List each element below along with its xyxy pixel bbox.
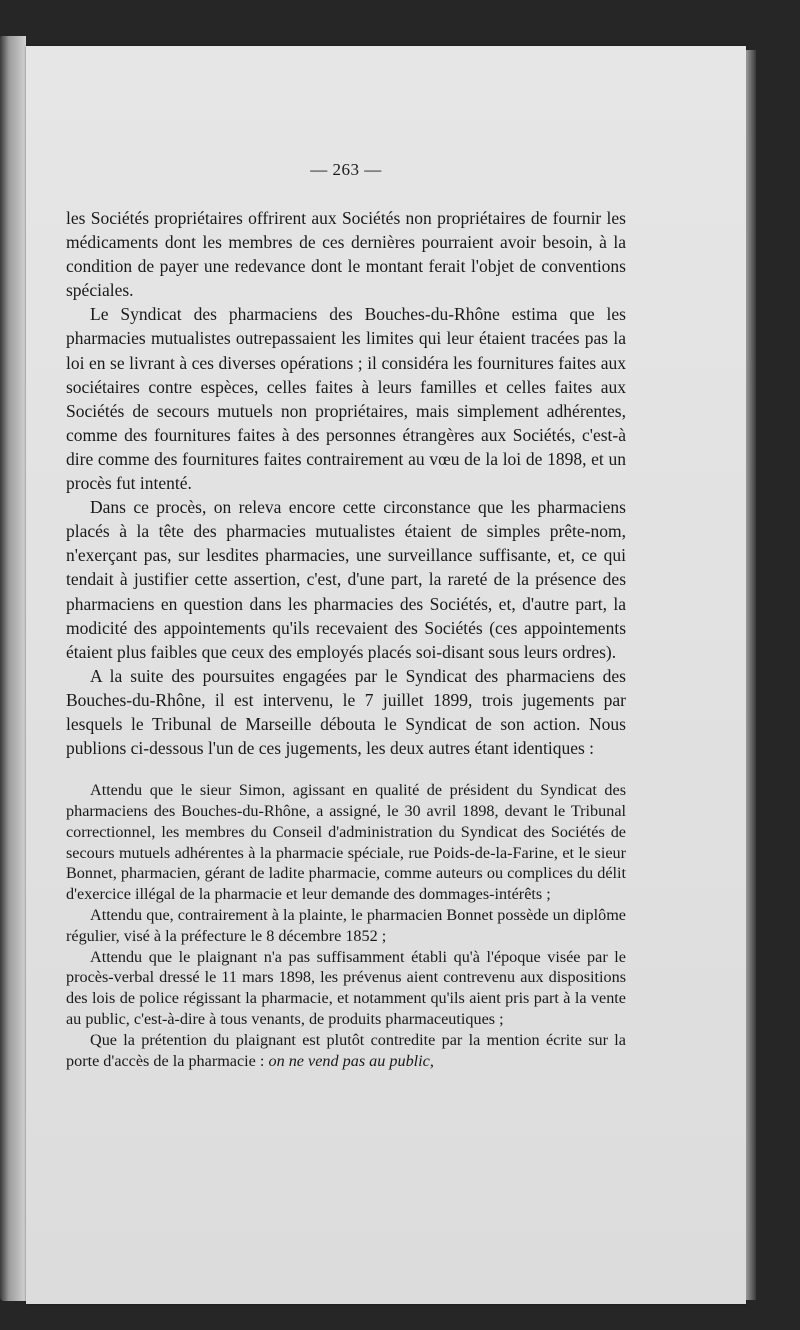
text-block [66, 160, 626, 1071]
page-shadow [746, 50, 756, 1300]
judgment-paragraph-last [66, 1030, 626, 1072]
judgment-text-span: Que la prétention du plaignant est plutôt contredite par la mention écrite sur la porte d'accès de la pharmacie : [66, 1030, 626, 1070]
body-paragraph: A la suite des poursuites engagées par le Syndicat des pharmaciens des Bouches-du-Rhône, il est intervenu, le 7 juillet 1899, trois jugements par lesquels le Tribunal de Marseille débouta le Syndicat de son action. Nous publions ci-dessous l'un de ces jugements, les deux autres étant identiques : [66, 665, 626, 759]
body-paragraph: les Sociétés propriétaires offrirent aux Sociétés non propriétaires de fournir les médicaments dont les membres de ces dernières pourraient avoir besoin, à la condition de payer une redevance dont le montant ferait l'objet de conventions spéciales. [66, 208, 626, 301]
body-paragraph: Le Syndicat des pharmaciens des Bouches-du-Rhône estima que les pharmacies mutualistes outrepassaient les limites qui leur étaient tracées pas la loi en se livrant à ces diverses opérations ; il considéra les fournitures faites aux sociétaires contre espèces, celles faites à leurs familles et celles faites aux Sociétés de secours mutuels non propriétaires, mais simplement adhérentes, comme des fournitures faites à des personnes étrangères aux Sociétés, c'est-à dire comme des fournitures faites contrairement au vœu de la loi de 1898, et un procès fut intenté. [66, 304, 626, 494]
judgment-paragraph: Attendu que le plaignant n'a pas suffisamment établi qu'à l'époque visée par le procès-verbal dressé le 11 mars 1898, les prévenus aient contrevenu aux dispositions des lois de police régissant la pharmacie, et notamment qu'ils aient pris part à la vente au public, c'est-à-dire à tous venants, de produits pharmaceutiques ; [66, 947, 626, 1028]
judgment-text [66, 780, 626, 1071]
italic-quote: on ne vend pas au public [268, 1051, 430, 1070]
judgment-paragraph: Attendu que le sieur Simon, agissant en qualité de président du Syndicat des pharmaciens des Bouches-du-Rhône, a assigné, le 30 avril 1898, devant le Tribunal correctionnel, les membres du Conseil d'administration du Syndicat des Sociétés de secours mutuels adhérentes à la pharmacie spéciale, rue Poids-de-la-Farine, et le sieur Bonnet, pharmacien, gérant de ladite pharmacie, comme auteurs ou complices du délit d'exercice illégal de la pharmacie et leur demande des dommages-intérêts ; [66, 781, 626, 904]
trailing-punctuation: , [429, 1051, 434, 1070]
body-text [66, 206, 626, 760]
judgment-paragraph: Attendu que, contrairement à la plainte, le pharmacien Bonnet possède un diplôme régulier, visé à la préfecture le 8 décembre 1852 ; [66, 905, 626, 945]
section-spacer [66, 760, 626, 780]
left-page-edge [0, 36, 26, 1301]
page-number: — 263 — [310, 160, 382, 179]
body-paragraph: Dans ce procès, on releva encore cette circonstance que les pharmaciens placés à la tête des pharmacies mutualistes étaient de simples prête-nom, n'exerçant pas, sur lesdites pharmacies, une surveillance suffisante, et, ce qui tendait à justifier cette assertion, c'est, d'une part, la rareté de la présence des pharmaciens en question dans les pharmacies des Sociétés, et, d'autre part, la modicité des appointements qu'ils recevaient des Sociétés (ces appointements étaient plus faibles que ceux des employés placés soi-disant sous leurs ordres). [66, 497, 626, 662]
